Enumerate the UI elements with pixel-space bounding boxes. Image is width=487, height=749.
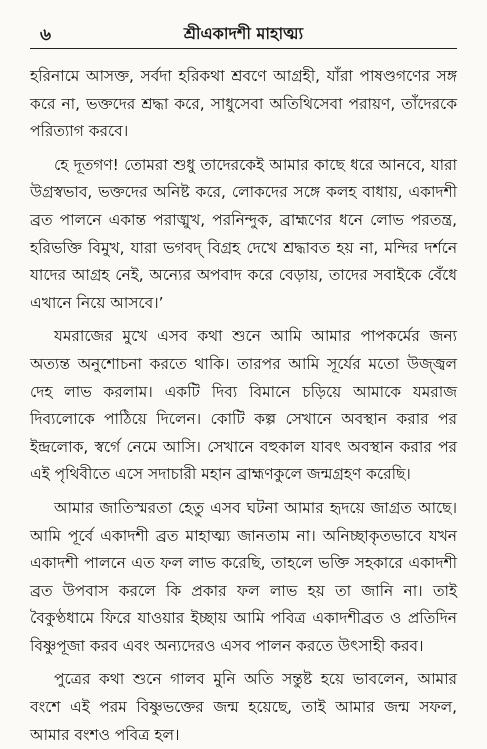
body-text [30,63,457,749]
running-title: শ্রীএকাদশী মাহাত্ম্য [183,24,304,43]
page-header [30,18,457,49]
paragraph-3: যমরাজের মুখে এসব কথা শুনে আমি আমার পাপকর্মের জন্য অত্যন্ত অনুশোচনা করতে থাকি। তারপর আমি সূর্যের মতো উজ্জ্বল দেহ লাভ করলাম। একটি দিব্য বিমানে চড়িয়ে আমাকে যমরাজ দিব্যলোকে পাঠিয়ে দিলেন। কোটি কল্প সেখানে অবস্থান করার পর ইন্দ্রলোক, স্বর্গে নেমে আসি। সেখানে বহুকাল যাবৎ অবস্থান করার পর এই পৃথিবীতে এসে সদাচারী মহান ব্রাহ্মণকুলে জন্মগ্রহণ করেছি। [30,327,457,484]
paragraph-1: হরিনামে আসক্ত, সর্বদা হরিকথা শ্রবণে আগ্রহী, যাঁরা পাষণ্ডগণের সঙ্গ করে না, ভক্তদের শ্রদ্ধা করে, সাধুসেবা অতিথিসেবা পরায়ণ, তাঁদেরকে পরিত্যাগ করবে। [30,67,457,141]
page-number: ৬ [40,25,52,45]
paragraph-2: হে দূতগণ! তোমরা শুধু তাদেরকেই আমার কাছে ধরে আনবে, যারা উগ্রস্বভাব, ভক্তদের অনিষ্ট করে, লোকদের সঙ্গে কলহ বাধায়, একাদশী ব্রত পালনে একান্ত পরাঙ্মুখ, পরনিন্দুক, ব্রাহ্মণের ধনে লোভ পরতন্ত্র, হরিভক্তি বিমুখ, যারা ভগবদ্‌ বিগ্রহ দেখে শ্রদ্ধাবত হয় না, মন্দির দর্শনে যাদের আগ্রহ নেই, অন্যের অপবাদ করে বেড়ায়, তাদের সবাইকে বেঁধে এখানে নিয়ে আসবে।’ [30,155,457,312]
paragraph-5: পুত্রের কথা শুনে গালব মুনি অতি সন্তুষ্ট হয়ে ভাবলেন, আমার বংশে এই পরম বিষ্ণুভক্তের জন্ম হয়েছে, তাই আমার জন্ম সফল, আমার বংশও পবিত্র হল। [30,670,457,744]
paragraph-4: আমার জাতিস্মরতা হেতু এসব ঘটনা আমার হৃদয়ে জাগ্রত আছে। আমি পূর্বে একাদশী ব্রত মাহাত্ম্য জানতাম না। অনিচ্ছাকৃতভাবে যখন একাদশী পালনে এত ফল লাভ করেছি, তাহলে ভক্তি সহকারে একাদশী ব্রত উপবাস করলে কি প্রকার ফল লাভ হয় তা জানি না। তাই বৈকুণ্ঠধামে ফিরে যাওয়ার ইচ্ছায় আমি পবিত্র একাদশীব্রত ও প্রতিদিন বিষ্ণুপূজা করব এবং অন্যদেরও এসব পালন করতে উৎসাহী করব। [30,498,457,655]
